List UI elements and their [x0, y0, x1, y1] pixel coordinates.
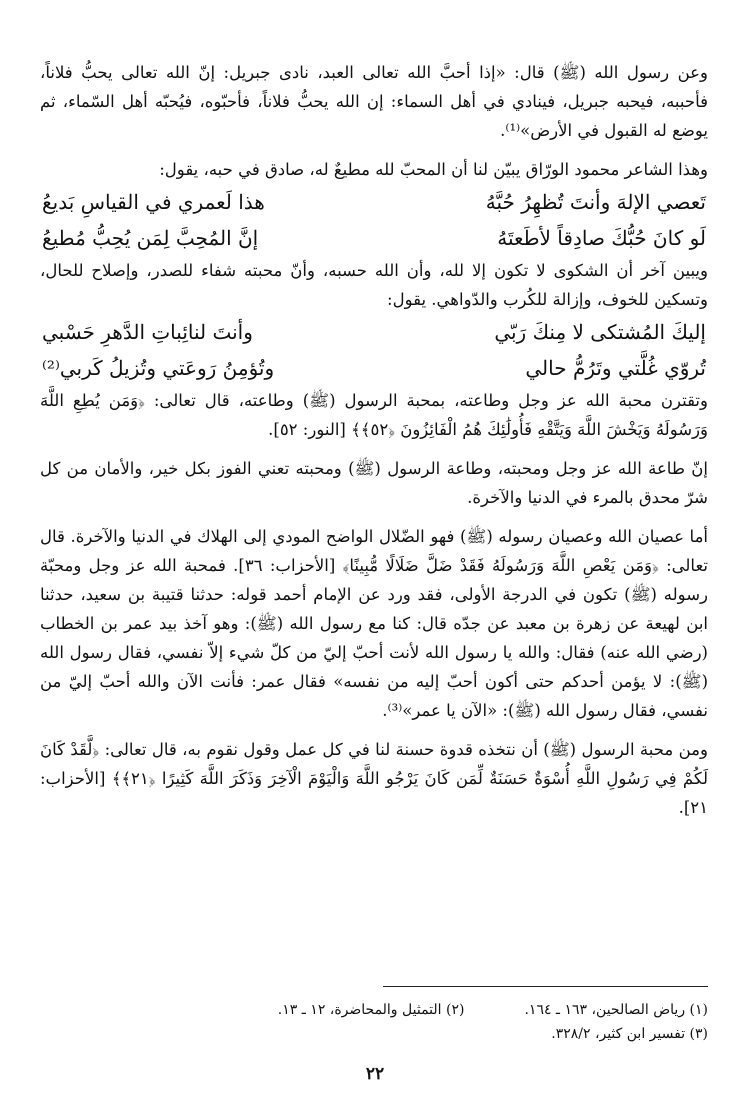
paragraph-success: إنّ طاعة الله عز وجل ومحبته، وطاعة الرسول (ﷺ) ومحبته تعني الفوز بكل خير، والأمان من كل شرّ محدق بالمرء في الدنيا والآخرة. [40, 459, 708, 507]
hemistich-right: إليكَ المُشتكى لا مِنكَ رَبّي [494, 320, 706, 344]
page-body [40, 58, 708, 822]
hemistich-left: وأنتَ لنائِباتِ الدَّهرِ حَسْبي [42, 320, 253, 344]
paragraph-obedience: وتقترن محبة الله عز وجل وطاعته، بمحبة الرسول (ﷺ) وطاعته، قال تعالى: ﴿وَمَن يُطِعِ اللَّهَ وَرَسُولَهُ وَيَخْشَ اللَّهَ وَيَتَّقْهِ فَأُولَٰئِكَ هُمُ الْفَائِزُونَ ﴿٥٢﴾﴾ [النور: ٥٢]. [40, 391, 708, 439]
hemistich-right: لَو كانَ حُبُّكَ صادِقاً لأطَعتَهُ [497, 226, 706, 250]
footnote-2: (٢) التمثيل والمحاضرة، ١٢ ـ ١٣. [277, 1002, 465, 1018]
paragraph-role-model: ومن محبة الرسول (ﷺ) أن نتخذه قدوة حسنة لنا في كل عمل وقول نقوم به، قال تعالى: ﴿لَّقَدْ كَانَ لَكُمْ فِي رَسُولِ اللَّهِ أُسْوَةٌ حَسَنَةٌ لِّمَن كَانَ يَرْجُو اللَّهَ وَالْيَوْمَ الْآخِرَ وَذَكَرَ اللَّهَ كَثِيرًا ﴿٢١﴾﴾ [الأحزاب: ٢١]. [40, 740, 708, 817]
paragraph-poet-intro: وهذا الشاعر محمود الورّاق يبيّن لنا أن المحبّ لله مطيعٌ له، صادق في حبه، يقول: [159, 160, 708, 179]
poem2-verse-1 [40, 314, 708, 350]
paragraph-complaint-intro: ويبين آخر أن الشكوى لا تكون إلا لله، وأن الله حسبه، وأنّ محبته شفاء للصدر، وإصلاح للحال، وتسكين للخوف، وإزالة للكُرب والدّواهي. يقول: [40, 261, 708, 309]
hemistich-right: تَعصي الإلهَ وأنتَ تُظهِرُ حُبَّهُ [485, 190, 706, 214]
footnote-divider [383, 986, 708, 987]
footnote-1: (١) رياض الصالحين، ١٦٣ ـ ١٦٤. [524, 1002, 708, 1018]
hemistich-right: تُروّي غُلَّتي وتَرُمُّ حالي [525, 356, 706, 380]
poem-verse-1 [40, 184, 708, 220]
paragraph-disobedience: أما عصيان الله وعصيان رسوله (ﷺ) فهو الضّلال الواضح المودي إلى الهلاك في الدنيا والآخرة. قال تعالى: ﴿وَمَن يَعْصِ اللَّهَ وَرَسُولَهُ فَقَدْ ضَلَّ ضَلَالًا مُّبِينًا﴾ [الأحزاب: ٣٦]. فمحبة الله عز وجل ومحبّة رسوله (ﷺ) تكون في الدرجة الأولى، فقد ورد عن الإمام أحمد قوله: حدثنا قتيبة بن سعيد، حدثنا ابن لهيعة عن زهرة بن معبد عن جدّه قال: كنا مع رسول الله (ﷺ): وهو آخذ بيد عمر بن الخطاب (رضي الله عنه) فقال: والله يا رسول الله لأنت أحبّ إليّ من كلّ شيء إلاّ نفسي، فقال رسول الله (ﷺ): لا يؤمن أحدكم حتى أكون أحبّ إليه من نفسه» فقال عمر: فأنت الآن والله أحبّ إليّ من نفسي، فقال رسول الله (ﷺ): «الآن يا عمر»⁽³⁾. [40, 527, 708, 720]
footnote-3: (٣) تفسير ابن كثير، ٣٢٨/٢. [551, 1026, 708, 1042]
hemistich-left: هذا لَعمري في القياسِ بَديعُ [42, 190, 265, 214]
hemistich-left: إنَّ المُحِبَّ لِمَن يُحِبُّ مُطيعُ [42, 226, 259, 250]
poem-verse-2 [40, 220, 708, 256]
footnotes [40, 998, 708, 1046]
poem2-verse-2 [40, 350, 708, 386]
page-number: ٢٢ [365, 1064, 385, 1084]
paragraph-hadith: وعن رسول الله (ﷺ) قال: «إذا أحبَّ الله تعالى العبد، نادى جبريل: إنّ الله تعالى يحبُّ فلاناً، فأحببه، فيحبه جبريل، فينادي في أهل السماء: إن الله يحبُّ فلاناً، فأحبّوه، فيُحبّه أهل السّماء، ثم يوضع له القبول في الأرض»⁽¹⁾. [40, 63, 708, 140]
hemistich-left: وتُؤمِنُ رَوعَتي وتُزيلُ كَربي⁽²⁾ [42, 356, 275, 380]
